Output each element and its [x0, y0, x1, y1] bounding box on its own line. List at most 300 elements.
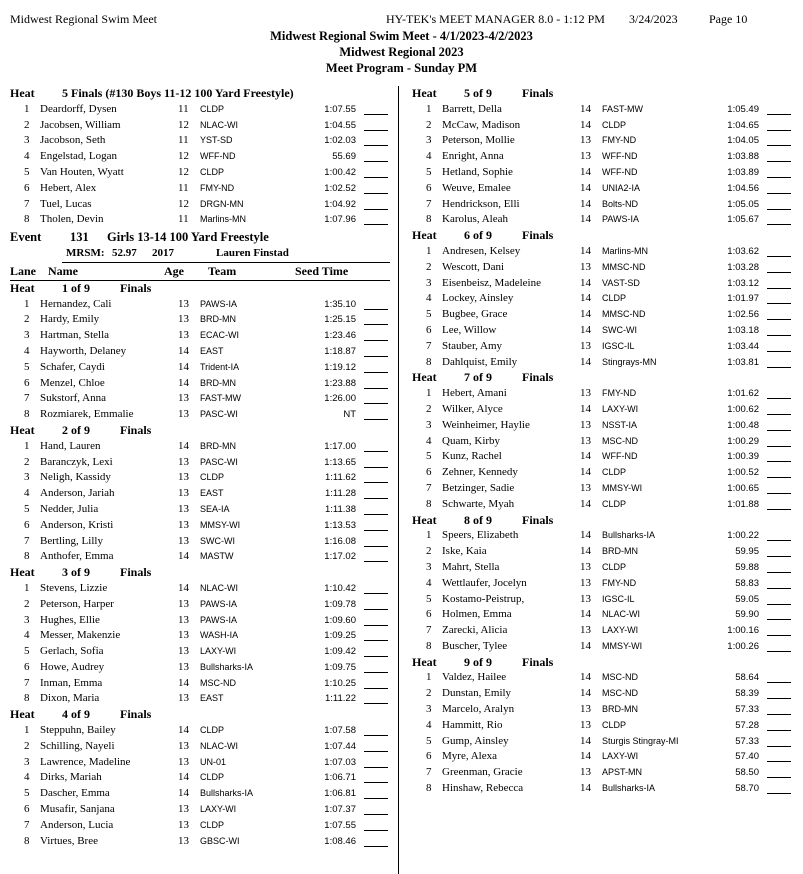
- result-blank-line: [767, 133, 791, 146]
- entry-row: [412, 639, 793, 655]
- swimmer-age: 14: [580, 213, 591, 226]
- team-code: PAWS-IA: [200, 598, 238, 609]
- team-code: CLDP: [602, 467, 627, 478]
- team-code: MSC-ND: [602, 672, 638, 683]
- lane-number: 6: [426, 608, 432, 621]
- entry-row: [412, 434, 793, 450]
- result-blank-line: [767, 165, 791, 178]
- swimmer-name: Anderson, Kristi: [40, 518, 114, 531]
- lane-number: 8: [426, 639, 432, 652]
- seed-time: 1:03.81: [727, 356, 759, 368]
- entry-row: [412, 560, 793, 576]
- result-blank-line: [767, 323, 791, 336]
- entry-row: [10, 328, 390, 344]
- entry-row: [412, 528, 793, 544]
- swimmer-age: 14: [178, 344, 189, 357]
- seed-time: 1:00.52: [727, 467, 759, 479]
- seed-time: 1:00.62: [727, 403, 759, 415]
- result-blank-line: [364, 755, 388, 768]
- swimmer-age: 14: [580, 292, 591, 305]
- team-code: GBSC-WI: [200, 835, 240, 846]
- heat-finals-label: Finals: [522, 228, 554, 243]
- heat-label: Heat: [10, 86, 35, 100]
- lane-number: 5: [426, 308, 432, 321]
- result-blank-line: [364, 723, 388, 736]
- team-code: BRD-MN: [200, 440, 236, 451]
- swimmer-name: Anderson, Jariah: [40, 487, 115, 500]
- team-code: CLDP: [602, 719, 627, 730]
- seed-time: 1:19.12: [324, 361, 356, 373]
- lane-number: 5: [426, 734, 432, 747]
- seed-time: 58.83: [735, 577, 759, 589]
- heat-number: 3 of 9: [62, 565, 90, 580]
- swimmer-name: Hardy, Emily: [40, 313, 100, 326]
- swimmer-age: 13: [178, 518, 189, 531]
- heat-finals-label: Finals: [120, 707, 152, 722]
- entry-row: [10, 644, 390, 660]
- lane-number: 3: [426, 134, 432, 147]
- result-blank-line: [767, 244, 791, 257]
- swimmer-age: 14: [580, 181, 591, 194]
- result-blank-line: [767, 181, 791, 194]
- swimmer-age: 11: [178, 181, 189, 194]
- seed-time: 1:00.29: [727, 435, 759, 447]
- swimmer-age: 11: [178, 134, 189, 147]
- left-column: [10, 86, 390, 849]
- column-header-row: [10, 263, 390, 281]
- seed-time: 1:04.56: [727, 182, 759, 194]
- heat-heading: [412, 228, 793, 244]
- result-blank-line: [767, 449, 791, 462]
- team-code: CLDP: [602, 119, 627, 130]
- heat-number: 1 of 9: [62, 280, 90, 295]
- team-code: Marlins-MN: [602, 245, 648, 256]
- seed-time: 1:06.81: [324, 788, 356, 800]
- swimmer-name: Anderson, Lucia: [40, 818, 114, 831]
- prev-heat-rows: [10, 102, 390, 228]
- team-code: MMSC-ND: [602, 309, 646, 320]
- lane-number: 3: [24, 134, 30, 147]
- swimmer-name: Jacobsen, William: [40, 118, 121, 131]
- team-code: Bullsharks-IA: [602, 530, 656, 541]
- swimmer-age: 13: [178, 613, 189, 626]
- swimmer-age: 14: [580, 734, 591, 747]
- seed-time: 1:03.12: [727, 277, 759, 289]
- result-blank-line: [767, 465, 791, 478]
- swimmer-age: 13: [580, 434, 591, 447]
- lane-number: 2: [24, 455, 30, 468]
- swimmer-name: Hammitt, Rio: [442, 718, 503, 731]
- swimmer-age: 14: [580, 102, 591, 115]
- result-blank-line: [364, 391, 388, 404]
- result-blank-line: [364, 102, 388, 115]
- swimmer-name: Dunstan, Emily: [442, 687, 512, 700]
- result-blank-line: [364, 455, 388, 468]
- seed-time: 1:10.42: [324, 582, 356, 594]
- team-code: UNIA2-IA: [602, 182, 641, 193]
- entry-row: [10, 818, 390, 834]
- swimmer-name: Deardorff, Dysen: [40, 102, 117, 115]
- entry-row: [412, 323, 793, 339]
- team-code: Sturgis Stingray-MI: [602, 735, 679, 746]
- team-code: IGSC-IL: [602, 340, 635, 351]
- record-year: 2017: [152, 246, 174, 259]
- swimmer-name: Dixon, Maria: [40, 692, 100, 705]
- entry-row: [412, 765, 793, 781]
- result-blank-line: [364, 439, 388, 452]
- swimmer-age: 12: [178, 118, 189, 131]
- entry-row: [412, 244, 793, 260]
- swimmer-age: 13: [178, 502, 189, 515]
- entry-row: [10, 455, 390, 471]
- heat-number: 9 of 9: [464, 654, 492, 669]
- lane-number: 8: [24, 550, 30, 563]
- swimmer-age: 13: [178, 755, 189, 768]
- swimmer-name: Zehner, Kennedy: [442, 466, 518, 479]
- swimmer-age: 13: [178, 313, 189, 326]
- team-code: FAST-MW: [200, 393, 241, 404]
- result-blank-line: [767, 560, 791, 573]
- swimmer-age: 14: [580, 497, 591, 510]
- swimmer-name: Betzinger, Sadie: [442, 481, 515, 494]
- lane-number: 7: [426, 339, 432, 352]
- team-code: WFF-ND: [602, 451, 638, 462]
- team-code: SEA-IA: [200, 503, 230, 514]
- team-code: WFF-ND: [602, 151, 638, 162]
- swimmer-name: Quam, Kirby: [442, 434, 501, 447]
- team-code: FAST-MW: [602, 103, 643, 114]
- swimmer-name: Hartman, Stella: [40, 329, 110, 342]
- meet-title-line-2: Midwest Regional 2023: [339, 45, 464, 59]
- seed-time: 1:06.71: [324, 772, 356, 784]
- swimmer-name: Bugbee, Grace: [442, 308, 508, 321]
- seed-time: 1:07.37: [324, 804, 356, 816]
- seed-time: 1:01.97: [727, 293, 759, 305]
- seed-time: 1:09.25: [324, 630, 356, 642]
- entry-row: [10, 470, 390, 486]
- swimmer-age: 14: [178, 439, 189, 452]
- lane-number: 4: [426, 292, 432, 305]
- seed-time: 1:03.62: [727, 245, 759, 257]
- software-header: HY-TEK's MEET MANAGER 8.0 - 1:12 PM: [386, 12, 605, 26]
- swimmer-age: 14: [178, 676, 189, 689]
- swimmer-age: 14: [178, 771, 189, 784]
- swimmer-age: 13: [580, 718, 591, 731]
- swimmer-name: Barrett, Della: [442, 102, 502, 115]
- entry-row: [10, 518, 390, 534]
- result-blank-line: [364, 739, 388, 752]
- entry-row: [412, 702, 793, 718]
- lane-number: 1: [426, 102, 432, 115]
- seed-time: 1:23.88: [324, 377, 356, 389]
- entry-row: [412, 339, 793, 355]
- entry-row: [10, 581, 390, 597]
- entry-row: [412, 291, 793, 307]
- entry-row: [10, 723, 390, 739]
- swimmer-name: Lockey, Ainsley: [442, 292, 514, 305]
- swimmer-name: Tholen, Devin: [40, 213, 104, 226]
- team-code: IGSC-IL: [602, 593, 635, 604]
- swimmer-name: Mahrt, Stella: [442, 560, 500, 573]
- heat-number: 7 of 9: [464, 370, 492, 385]
- seed-time: 1:09.75: [324, 661, 356, 673]
- lane-number: 5: [24, 360, 30, 373]
- swimmer-age: 13: [178, 329, 189, 342]
- team-code: BRD-MN: [602, 546, 638, 557]
- entry-row: [412, 118, 793, 134]
- lane-number: 1: [24, 581, 30, 594]
- seed-time: 1:00.22: [727, 530, 759, 542]
- seed-time: 1:05.67: [727, 214, 759, 226]
- swimmer-age: 14: [580, 466, 591, 479]
- swimmer-name: Schwarte, Myah: [442, 497, 515, 510]
- team-code: CLDP: [200, 103, 225, 114]
- record-holder: Lauren Finstad: [216, 246, 289, 259]
- seed-time: 1:07.96: [324, 214, 356, 226]
- lane-number: 1: [24, 102, 30, 115]
- lane-number: 8: [24, 692, 30, 705]
- swimmer-age: 14: [178, 581, 189, 594]
- swimmer-name: Lee, Willow: [442, 323, 497, 336]
- team-code: LAXY-WI: [602, 403, 639, 414]
- entry-row: [10, 786, 390, 802]
- event-label: Event: [10, 230, 42, 245]
- entry-row: [10, 344, 390, 360]
- swimmer-age: 14: [580, 197, 591, 210]
- swimmer-name: Baranczyk, Lexi: [40, 455, 113, 468]
- swimmer-age: 14: [178, 376, 189, 389]
- swimmer-age: 13: [580, 134, 591, 147]
- entry-row: [412, 592, 793, 608]
- team-code: WASH-IA: [200, 630, 239, 641]
- seed-time: 1:04.55: [324, 119, 356, 131]
- lane-number: 2: [426, 687, 432, 700]
- seed-time: 1:11.62: [325, 472, 356, 484]
- swimmer-name: Inman, Emma: [40, 676, 103, 689]
- entry-row: [412, 749, 793, 765]
- seed-time: 1:18.87: [324, 345, 356, 357]
- lane-number: 7: [24, 676, 30, 689]
- lane-number: 6: [426, 323, 432, 336]
- team-code: LAXY-WI: [602, 751, 639, 762]
- entry-row: [412, 670, 793, 686]
- seed-time: 1:07.58: [324, 725, 356, 737]
- lane-number: 1: [426, 671, 432, 684]
- swimmer-name: Steppuhn, Bailey: [40, 724, 116, 737]
- heat-number: 8 of 9: [464, 512, 492, 527]
- result-blank-line: [364, 660, 388, 673]
- entry-row: [412, 133, 793, 149]
- lane-number: 7: [426, 766, 432, 779]
- swimmer-age: 13: [178, 739, 189, 752]
- swimmer-name: Hand, Lauren: [40, 439, 101, 452]
- swimmer-name: Gerlach, Sofia: [40, 645, 104, 658]
- swimmer-name: Messer, Makenzie: [40, 629, 121, 642]
- swimmer-name: Peterson, Harper: [40, 597, 114, 610]
- lane-number: 3: [24, 755, 30, 768]
- entry-row: [412, 260, 793, 276]
- swimmer-age: 14: [580, 165, 591, 178]
- swimmer-name: Hughes, Ellie: [40, 613, 100, 626]
- swimmer-name: Neligh, Kassidy: [40, 471, 111, 484]
- seed-time: 59.90: [735, 609, 759, 621]
- team-code: WFF-ND: [602, 166, 638, 177]
- heat-label: Heat: [10, 280, 35, 295]
- lane-number: 7: [426, 624, 432, 637]
- result-blank-line: [767, 149, 791, 162]
- heat-heading: [10, 281, 390, 297]
- seed-time: 1:04.05: [727, 135, 759, 147]
- result-blank-line: [364, 691, 388, 704]
- result-blank-line: [767, 718, 791, 731]
- team-code: FMY-ND: [602, 135, 637, 146]
- meet-title-line-1: Midwest Regional Swim Meet - 4/1/2023-4/2/2023: [270, 29, 533, 43]
- result-blank-line: [364, 834, 388, 847]
- team-code: PAWS-IA: [200, 614, 238, 625]
- swimmer-age: 13: [580, 576, 591, 589]
- seed-time: 1:09.42: [324, 646, 356, 658]
- swimmer-name: Enright, Anna: [442, 150, 504, 163]
- seed-time: 1:01.62: [727, 388, 759, 400]
- result-blank-line: [767, 702, 791, 715]
- seed-time: 57.33: [735, 704, 759, 716]
- seed-time: 1:13.53: [324, 519, 356, 531]
- result-blank-line: [364, 470, 388, 483]
- lane-number: 3: [426, 276, 432, 289]
- team-code: DRGN-MN: [200, 198, 244, 209]
- col-name: Name: [48, 263, 78, 278]
- result-blank-line: [767, 434, 791, 447]
- entry-row: [412, 623, 793, 639]
- seed-time: 1:03.89: [727, 166, 759, 178]
- seed-time: 1:00.16: [727, 625, 759, 637]
- swimmer-name: McCaw, Madison: [442, 118, 521, 131]
- lane-number: 6: [426, 181, 432, 194]
- heat-label: Heat: [412, 228, 437, 243]
- lane-number: 3: [24, 471, 30, 484]
- entry-row: [412, 576, 793, 592]
- team-code: LAXY-WI: [602, 625, 639, 636]
- team-code: CLDP: [200, 472, 225, 483]
- swimmer-age: 14: [178, 550, 189, 563]
- seed-time: 1:02.03: [324, 135, 356, 147]
- print-date: 3/24/2023: [629, 12, 678, 26]
- seed-time: 58.39: [735, 688, 759, 700]
- team-code: SWC-WI: [200, 535, 235, 546]
- entry-row: [10, 149, 390, 165]
- swimmer-name: Dascher, Emma: [40, 787, 110, 800]
- heat-finals-label: Finals: [522, 370, 554, 385]
- entry-row: [412, 276, 793, 292]
- seed-time: 1:07.55: [324, 103, 356, 115]
- right-column: [412, 86, 793, 797]
- team-code: MSC-ND: [602, 688, 638, 699]
- seed-time: 1:02.56: [727, 309, 759, 321]
- team-code: WFF-ND: [200, 151, 236, 162]
- seed-time: 1:04.65: [727, 119, 759, 131]
- result-blank-line: [767, 339, 791, 352]
- seed-time: 1:07.55: [324, 819, 356, 831]
- lane-number: 8: [24, 834, 30, 847]
- entry-row: [10, 102, 390, 118]
- swimmer-age: 13: [178, 692, 189, 705]
- result-blank-line: [364, 376, 388, 389]
- seed-time: 1:04.92: [324, 198, 356, 210]
- result-blank-line: [364, 534, 388, 547]
- swimmer-age: 13: [178, 645, 189, 658]
- result-blank-line: [767, 749, 791, 762]
- result-blank-line: [364, 676, 388, 689]
- swimmer-age: 11: [178, 102, 189, 115]
- lane-number: 6: [24, 660, 30, 673]
- team-code: LAXY-WI: [200, 646, 237, 657]
- team-code: Bullsharks-IA: [200, 661, 254, 672]
- swimmer-age: 12: [178, 197, 189, 210]
- seed-time: 1:02.52: [324, 182, 356, 194]
- result-blank-line: [767, 481, 791, 494]
- result-blank-line: [767, 544, 791, 557]
- swimmer-name: Schilling, Nayeli: [40, 739, 115, 752]
- seed-time: 1:11.38: [325, 503, 356, 515]
- entry-row: [412, 181, 793, 197]
- entry-row: [412, 149, 793, 165]
- meet-name-header: Midwest Regional Swim Meet: [10, 12, 157, 26]
- result-blank-line: [364, 818, 388, 831]
- heat-number: 5 of 9: [464, 86, 492, 100]
- swimmer-name: Menzel, Chloe: [40, 376, 105, 389]
- swimmer-name: Rozmiarek, Emmalie: [40, 408, 134, 421]
- swimmer-age: 13: [178, 818, 189, 831]
- result-blank-line: [767, 276, 791, 289]
- seed-time: 1:03.88: [727, 151, 759, 163]
- lane-number: 8: [426, 355, 432, 368]
- team-code: BRD-MN: [200, 377, 236, 388]
- seed-time: 1:03.28: [727, 261, 759, 273]
- result-blank-line: [364, 518, 388, 531]
- team-code: CLDP: [200, 819, 225, 830]
- swimmer-age: 13: [178, 392, 189, 405]
- result-blank-line: [767, 386, 791, 399]
- heat-finals-label: Finals: [120, 280, 152, 295]
- result-blank-line: [767, 639, 791, 652]
- result-blank-line: [364, 613, 388, 626]
- seed-time: 58.70: [735, 783, 759, 795]
- seed-time: 1:10.25: [324, 677, 356, 689]
- entry-row: [10, 628, 390, 644]
- team-code: CLDP: [602, 293, 627, 304]
- result-blank-line: [767, 102, 791, 115]
- swimmer-age: 14: [580, 750, 591, 763]
- swimmer-age: 14: [580, 687, 591, 700]
- swimmer-age: 13: [580, 387, 591, 400]
- entry-row: [412, 355, 793, 371]
- result-blank-line: [364, 312, 388, 325]
- lane-number: 7: [24, 197, 30, 210]
- entry-row: [10, 834, 390, 850]
- result-blank-line: [767, 497, 791, 510]
- team-code: Marlins-MN: [200, 214, 246, 225]
- entry-row: [10, 312, 390, 328]
- seed-time: 1:09.60: [324, 614, 356, 626]
- team-code: FMY-ND: [602, 577, 637, 588]
- swimmer-age: 13: [580, 481, 591, 494]
- result-blank-line: [364, 407, 388, 420]
- entry-row: [10, 297, 390, 313]
- lane-number: 1: [426, 529, 432, 542]
- entry-row: [10, 391, 390, 407]
- result-blank-line: [364, 644, 388, 657]
- seed-time: 1:26.00: [324, 393, 356, 405]
